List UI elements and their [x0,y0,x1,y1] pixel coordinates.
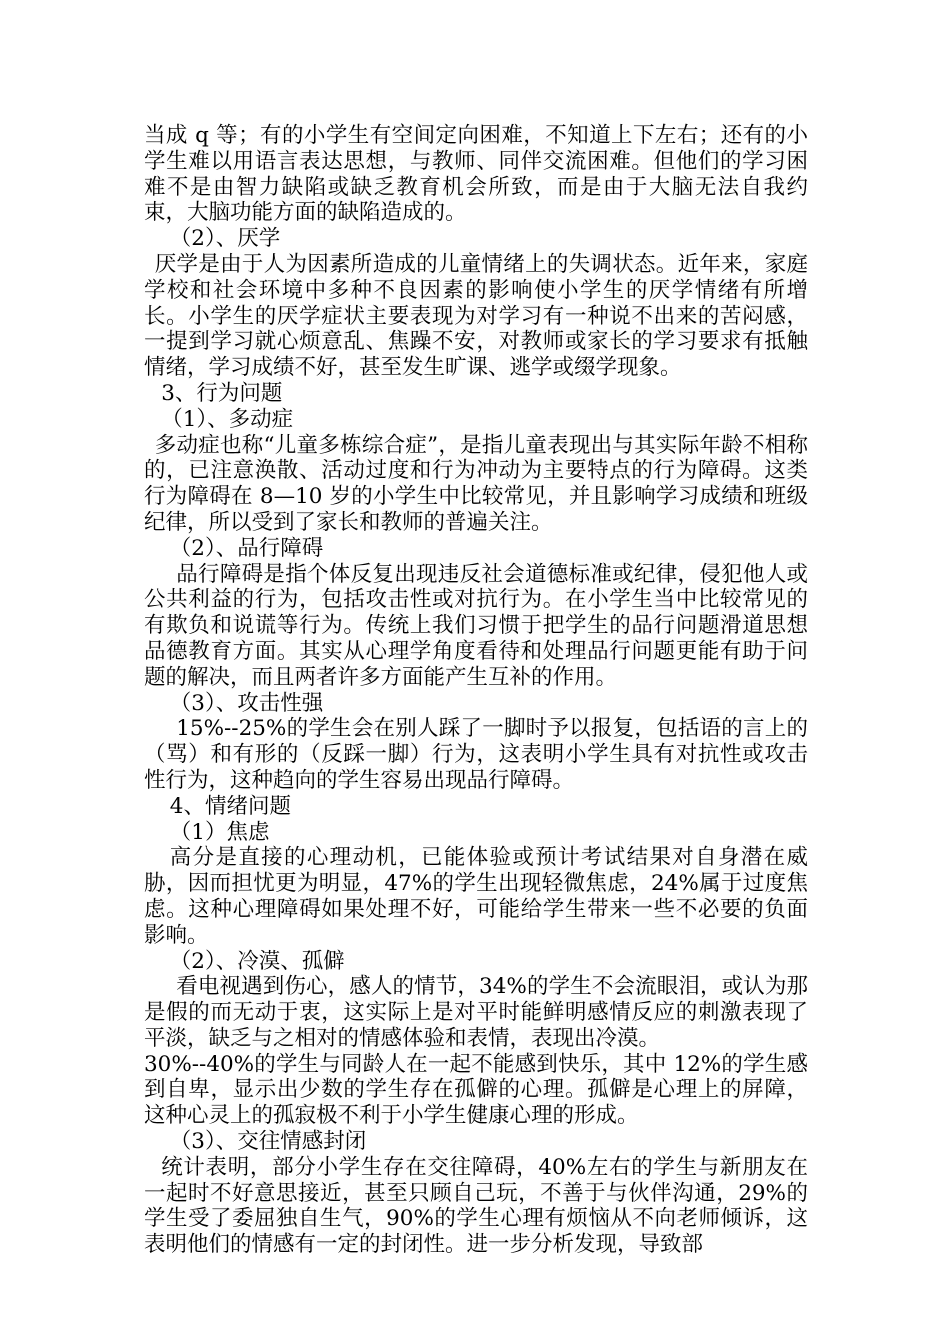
heading-aggression: （3）、攻击性强 [169,690,324,716]
paragraph-aggression: 15%--25%的学生会在别人踩了一脚时予以报复，包括语的言上的（骂）和有形的（反踩一脚）行为，这表明小学生具有对抗性或攻击性行为，这种趋向的学生容易出现品行障碍。 [144,716,808,793]
paragraph-learning-difficulty-cont: 当成 q 等；有的小学生有空间定向困难，不知道上下左右；还有的小学生难以用语言表达思想，与教师、同伴交流困难。但他们的学习困难不是由智力缺陷或缺乏教育机会所致，而是由于大脑无法自我约束，大脑功能方面的缺陷造成的。 [144,123,808,226]
heading-apathy: （2）、冷漠、孤僻 [169,948,345,974]
heading-behavior-problems: 3、行为问题 [161,380,283,406]
document-body [144,123,808,1258]
heading-emotional-problems: 4、情绪问题 [169,793,291,819]
paragraph-adhd: 多动症也称“儿童多栋综合症”，是指儿童表现出与其实际年龄不相称的，已注意涣散、活动过度和行为冲动为主要特点的行为障碍。这类行为障碍在 8—10 岁的小学生中比较常见，并且影响学习成绩和班级纪律，所以受到了家长和教师的普遍关注。 [144,432,808,535]
paragraph-school-aversion: 厌学是由于人为因素所造成的儿童情绪上的失调状态。近年来，家庭学校和社会环境中多种不良因素的影响使小学生的厌学情绪有所增长。小学生的厌学症状主要表现为对学习有一种说不出来的苦闷感，一提到学习就心烦意乱、焦躁不安，对教师或家长的学习要求有抵触情绪，学习成绩不好，甚至发生旷课、逃学或缀学现象。 [144,251,808,381]
heading-anxiety: （1）焦虑 [169,819,270,845]
paragraph-social-closure: 统计表明，部分小学生存在交往障碍，40%左右的学生与新朋友在一起时不好意思接近，甚至只顾自己玩，不善于与伙伴沟通，29%的学生受了委屈独自生气，90%的学生心理有烦恼从不向老师倾诉，这表明他们的情感有一定的封闭性。进一步分析发现，导致部 [144,1154,808,1258]
paragraph-isolation: 30%--40%的学生与同龄人在一起不能感到快乐，其中 12%的学生感到自卑，显示出少数的学生存在孤僻的心理。孤僻是心理上的屏障，这种心灵上的孤寂极不利于小学生健康心理的形成。 [144,1051,808,1129]
paragraph-conduct-disorder: 品行障碍是指个体反复出现违反社会道德标准或纪律，侵犯他人或公共利益的行为，包括攻击性或对抗行为。在小学生当中比较常见的有欺负和说谎等行为。传统上我们习惯于把学生的品行问题滑道思想品德教育方面。其实从心理学角度看待和处理品行问题更能有助于问题的解决，而且两者许多方面能产生互补的作用。 [144,561,808,690]
heading-conduct-disorder: （2）、品行障碍 [169,535,324,561]
heading-adhd: （1）、多动症 [161,406,294,432]
paragraph-anxiety: 高分是直接的心理动机，已能体验或预计考试结果对自身潜在威胁，因而担忧更为明显，47%的学生出现轻微焦虑，24%属于过度焦虑。这种心理障碍如果处理不好，可能给学生带来一些不必要的负面影响。 [144,845,808,948]
paragraph-apathy: 看电视遇到伤心，感人的情节，34%的学生不会流眼泪，或认为那是假的而无动于衷，这实际上是对平时能鲜明感情反应的刺激表现了平淡，缺乏与之相对的情感体验和表情，表现出冷漠。 [144,974,808,1051]
heading-school-aversion: （2）、厌学 [169,226,281,252]
heading-social-closure: （3）、交往情感封闭 [169,1129,367,1155]
